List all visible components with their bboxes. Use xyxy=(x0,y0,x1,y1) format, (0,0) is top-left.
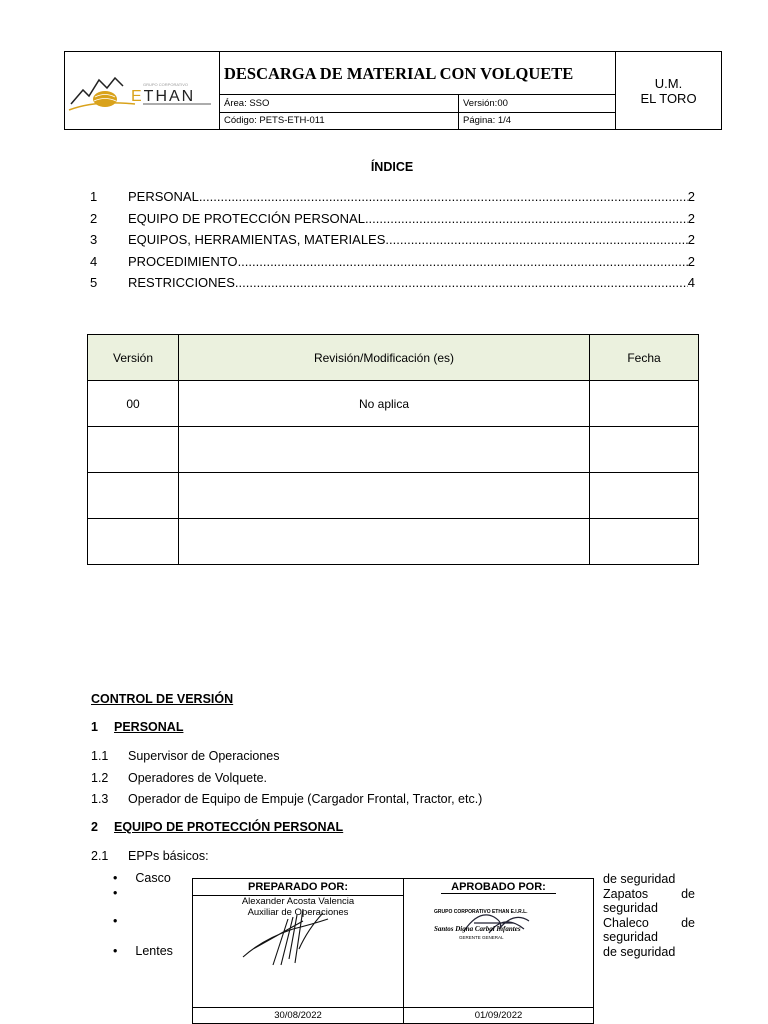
text-word: Zapatos xyxy=(603,886,649,901)
section-number: 1 xyxy=(91,720,98,734)
site-label: EL TORO xyxy=(640,91,697,106)
table-cell xyxy=(179,473,590,519)
site-cell xyxy=(615,52,721,129)
toc-leader xyxy=(238,251,688,273)
toc-page: 2 xyxy=(687,210,695,226)
stamp-company: GRUPO CORPORATIVO ETHAN E.I.R.L. xyxy=(434,909,528,915)
table-cell xyxy=(590,427,699,473)
item-number: 1.3 xyxy=(91,792,109,806)
toc-number: 2 xyxy=(90,210,98,226)
prepared-date: 30/08/2022 xyxy=(193,1007,403,1023)
bullet-text: Lentes xyxy=(135,944,173,958)
approved-date: 01/09/2022 xyxy=(404,1007,593,1023)
toc-item[interactable] xyxy=(90,251,695,273)
table-cell: 00 xyxy=(88,381,179,427)
toc-label: EQUIPOS, HERRAMIENTAS, MATERIALES xyxy=(128,232,386,247)
table-of-contents xyxy=(90,186,695,294)
toc-page: 2 xyxy=(687,232,695,247)
toc-page: 2 xyxy=(687,253,695,269)
text-line: seguridad xyxy=(603,930,658,944)
table-row xyxy=(88,427,699,473)
company-logo xyxy=(65,52,220,129)
table-cell xyxy=(88,427,179,473)
table-cell xyxy=(88,473,179,519)
preparer-role: Auxiliar de Operaciones xyxy=(247,907,349,918)
toc-label: PROCEDIMIENTO xyxy=(128,253,238,269)
document-header xyxy=(64,51,722,130)
bullet-icon: • xyxy=(113,914,118,928)
text-line: de seguridad xyxy=(603,944,676,959)
toc-leader xyxy=(199,186,688,208)
bullet-icon: • xyxy=(113,871,118,885)
section-2-heading xyxy=(91,820,343,834)
area-field: Área: SSO xyxy=(220,95,459,113)
toc-number: 5 xyxy=(90,275,98,290)
stamp-role: GERENTE GENERAL xyxy=(459,935,504,940)
item-text: Supervisor de Operaciones xyxy=(128,749,280,763)
version-table xyxy=(87,334,699,565)
document-title: DESCARGA DE MATERIAL CON VOLQUETE xyxy=(220,52,615,95)
table-cell xyxy=(590,381,699,427)
prepared-by-label: PREPARADO POR: xyxy=(193,879,403,896)
text-line xyxy=(603,916,695,931)
item-text: Operador de Equipo de Empuje (Cargador Frontal, Tractor, etc.) xyxy=(128,792,483,806)
table-cell xyxy=(590,519,699,565)
toc-page: 4 xyxy=(687,275,695,290)
table-cell: No aplica xyxy=(179,381,590,427)
approved-by-column xyxy=(404,879,593,1023)
list-item xyxy=(91,792,482,806)
bullet-item xyxy=(113,944,173,958)
bullet-icon: • xyxy=(113,944,118,958)
toc-number: 1 xyxy=(90,189,98,204)
stamp-name: Santos Digna Carbal Infantes xyxy=(434,925,521,933)
preparer-signature-icon xyxy=(233,899,353,967)
svg-text:GRUPO CORPORATIVO: GRUPO CORPORATIVO xyxy=(143,82,189,87)
item-number: 2.1 xyxy=(91,849,109,863)
section-1-heading xyxy=(91,720,183,734)
text-line: seguridad xyxy=(603,901,658,915)
page-field: Página: 1/4 xyxy=(463,115,512,126)
preparer-name: Alexander Acosta Valencia xyxy=(241,896,355,907)
text-line xyxy=(603,887,695,902)
toc-number: 4 xyxy=(90,253,98,269)
column-header-date: Fecha xyxy=(590,335,699,381)
toc-label: PERSONAL xyxy=(128,189,199,204)
prepared-by-column xyxy=(193,879,404,1023)
list-item xyxy=(91,849,209,863)
text-line: de seguridad xyxy=(603,872,676,886)
list-item xyxy=(91,749,279,763)
text-word: Chaleco xyxy=(603,915,649,930)
toc-item[interactable] xyxy=(90,208,695,230)
column-header-version: Versión xyxy=(88,335,179,381)
section-number: 2 xyxy=(91,820,98,834)
table-cell xyxy=(590,473,699,519)
toc-label: RESTRICCIONES xyxy=(128,275,235,290)
toc-leader xyxy=(385,229,687,251)
approved-by-label: APROBADO POR: xyxy=(441,881,556,894)
svg-text:ETHAN: ETHAN xyxy=(131,88,196,105)
table-row xyxy=(88,519,699,565)
list-item xyxy=(91,771,267,785)
bullet-item xyxy=(113,914,135,928)
signature-box xyxy=(192,878,594,1024)
item-number: 1.2 xyxy=(91,771,109,785)
toc-number: 3 xyxy=(90,232,98,247)
toc-leader xyxy=(365,208,688,230)
control-version-heading: CONTROL DE VERSIÓN xyxy=(91,692,234,706)
table-cell xyxy=(179,427,590,473)
index-title: ÍNDICE xyxy=(370,160,414,174)
version-field: Versión:00 xyxy=(459,95,615,113)
toc-leader xyxy=(235,272,688,294)
bullet-item xyxy=(113,871,171,885)
section-title: EQUIPO DE PROTECCIÓN PERSONAL xyxy=(114,820,344,834)
text-word: de xyxy=(681,915,695,930)
table-cell xyxy=(179,519,590,565)
column-header-revision: Revisión/Modificación (es) xyxy=(179,335,590,381)
table-row xyxy=(88,473,699,519)
toc-item[interactable] xyxy=(90,229,695,251)
epp-list-continuation xyxy=(603,872,695,959)
item-text: EPPs básicos: xyxy=(128,849,209,863)
table-row xyxy=(88,381,699,427)
bullet-icon: • xyxy=(113,886,118,900)
code-field: Código: PETS-ETH-011 xyxy=(220,113,459,129)
section-title: PERSONAL xyxy=(114,720,184,734)
table-cell xyxy=(88,519,179,565)
toc-page: 2 xyxy=(687,189,695,204)
toc-label: EQUIPO DE PROTECCIÓN PERSONAL xyxy=(128,210,365,226)
item-text: Operadores de Volquete. xyxy=(128,771,267,785)
approval-stamp xyxy=(434,903,574,943)
item-number: 1.1 xyxy=(91,749,109,763)
text-word: de xyxy=(681,886,695,901)
bullet-item xyxy=(113,886,135,900)
um-label: U.M. xyxy=(654,76,683,91)
toc-item[interactable] xyxy=(90,272,695,294)
bullet-text: Casco xyxy=(135,871,171,885)
table-header-row xyxy=(88,335,699,381)
toc-item[interactable] xyxy=(90,186,695,208)
approved-by-label-wrap xyxy=(404,879,593,895)
